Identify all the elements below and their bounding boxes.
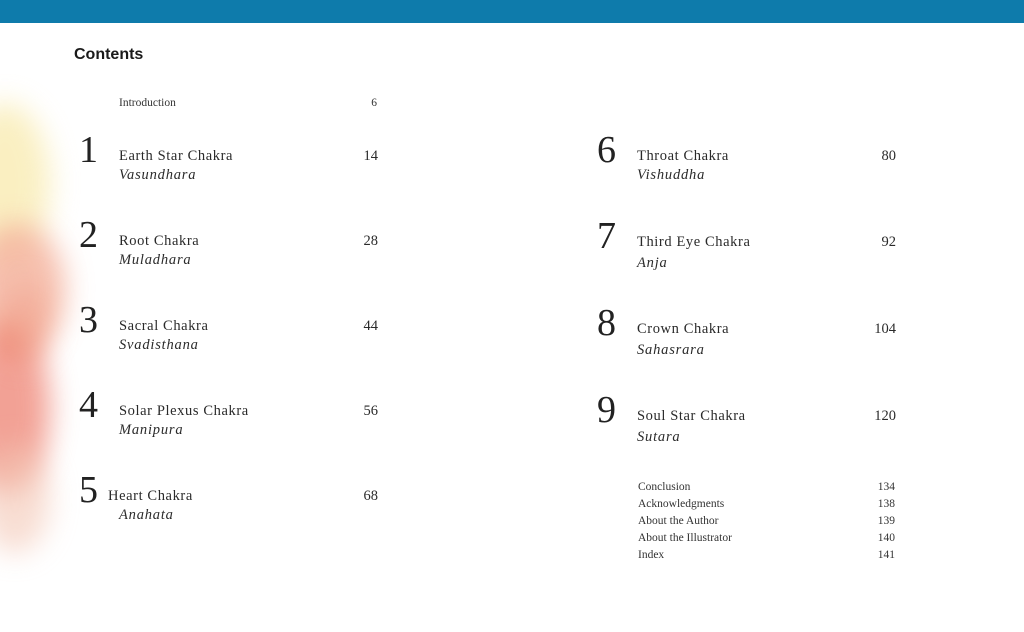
- watercolor-decoration: [0, 23, 120, 632]
- chapter-title: Earth Star Chakra: [119, 148, 234, 164]
- chapter-subtitle: Muladhara: [119, 252, 192, 268]
- entry-label: Index: [638, 549, 665, 561]
- entry-label: Introduction: [119, 97, 176, 109]
- entry-page: 134: [877, 481, 895, 493]
- chapter-number: 6: [597, 129, 616, 171]
- chapter-page: 28: [363, 233, 378, 249]
- entry-label: Conclusion: [638, 481, 691, 493]
- chapter-page: 120: [874, 408, 896, 424]
- chapter-subtitle: Manipura: [119, 422, 184, 438]
- chapter-title: Sacral Chakra: [119, 318, 209, 334]
- chapter-subtitle: Anja: [637, 255, 668, 271]
- chapter-page: 104: [874, 321, 896, 337]
- chapter-title: Root Chakra: [119, 233, 200, 249]
- toc-entry-index[interactable]: [638, 549, 895, 561]
- entry-label: About the Author: [638, 515, 719, 527]
- chapter-title: Solar Plexus Chakra: [119, 403, 249, 419]
- chapter-number: 1: [79, 129, 98, 171]
- chapter-subtitle: Anahata: [119, 507, 174, 523]
- toc-entry-about-author[interactable]: [638, 515, 895, 527]
- chapter-title: Crown Chakra: [637, 321, 730, 337]
- chapter-number: 4: [79, 384, 98, 426]
- chapter-number: 9: [597, 389, 616, 431]
- chapter-page: 92: [881, 234, 896, 250]
- chapter-number: 2: [79, 214, 98, 256]
- chapter-title: Heart Chakra: [108, 488, 193, 504]
- chapter-page: 44: [363, 318, 378, 334]
- chapter-title: Third Eye Chakra: [637, 234, 751, 250]
- toc-entry-conclusion[interactable]: [638, 481, 895, 493]
- toc-entry-acknowledgments[interactable]: [638, 498, 895, 510]
- chapter-subtitle: Sahasrara: [637, 342, 705, 358]
- chapter-subtitle: Vasundhara: [119, 167, 197, 183]
- entry-page: 138: [877, 498, 895, 510]
- chapter-page: 80: [881, 148, 896, 164]
- chapter-number: 7: [597, 215, 616, 257]
- chapter-number: 8: [597, 302, 616, 344]
- chapter-subtitle: Sutara: [637, 429, 681, 445]
- chapter-page: 68: [363, 488, 378, 504]
- toc-entry-introduction[interactable]: [119, 97, 377, 109]
- chapter-title: Soul Star Chakra: [637, 408, 746, 424]
- chapter-page: 14: [363, 148, 378, 164]
- entry-label: About the Illustrator: [638, 532, 732, 544]
- chapter-number: 3: [79, 299, 98, 341]
- toc-entry-about-illustrator[interactable]: [638, 532, 895, 544]
- entry-page: 6: [371, 97, 377, 109]
- page-title: Contents: [74, 46, 144, 63]
- entry-page: 140: [877, 532, 895, 544]
- chapter-subtitle: Vishuddha: [637, 167, 706, 183]
- entry-page: 139: [877, 515, 895, 527]
- chapter-number: 5: [79, 469, 98, 511]
- entry-label: Acknowledgments: [638, 498, 725, 510]
- chapter-title: Throat Chakra: [637, 148, 729, 164]
- chapter-subtitle: Svadisthana: [119, 337, 199, 353]
- header-bar: [0, 0, 1024, 23]
- entry-page: 141: [877, 549, 895, 561]
- chapter-page: 56: [363, 403, 378, 419]
